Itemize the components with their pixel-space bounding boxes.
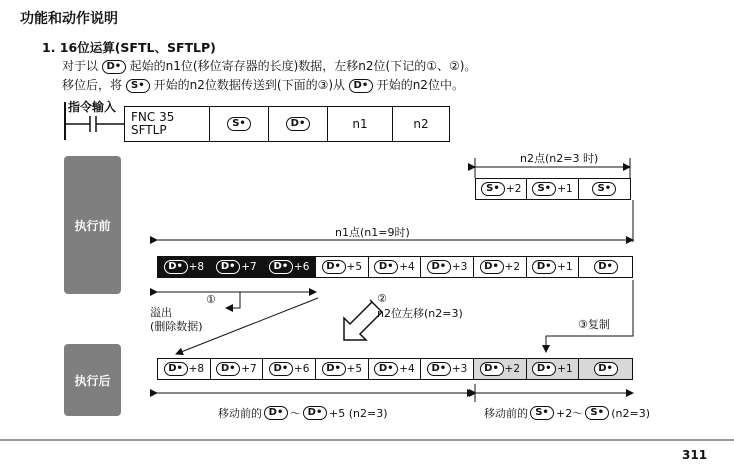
before_row-cell [316, 257, 369, 277]
operand-chip: D• [322, 260, 346, 274]
offset-label: +4 [399, 261, 415, 273]
before_row-cell [369, 257, 422, 277]
after_row-cell [527, 359, 580, 379]
after_row-cell [474, 359, 527, 379]
after_row-cell [316, 359, 369, 379]
n2-span-label: n2点(n2=3 时) [520, 152, 599, 165]
after_row-cell [263, 359, 316, 379]
operand-chip: S• [532, 182, 556, 196]
operand-chip: S• [592, 182, 616, 196]
offset-label: +1 [557, 183, 573, 195]
after_row-cell [421, 359, 474, 379]
after-label: 执行后 [64, 344, 121, 416]
offset-label: +4 [399, 363, 415, 375]
desc2-text-b: 开始的n2位数据传送到(下面的③)从 [153, 78, 346, 92]
before_row-cell [474, 257, 527, 277]
after-row [157, 358, 633, 380]
footer-left-text-a: 移动前的 [218, 407, 262, 420]
operand-chip: D• [532, 362, 556, 376]
operand-chip: D• [322, 362, 346, 376]
operand-chip: D• [216, 260, 240, 274]
offset-label: +6 [293, 363, 310, 375]
s-operand-chip: S• [227, 117, 251, 131]
d-operand-chip: D• [264, 406, 288, 420]
fnc-number: FNC 35 [131, 110, 175, 124]
src_row-cell [476, 179, 527, 199]
overflow-label: 溢出 [150, 306, 172, 319]
operand-chip: S• [481, 182, 505, 196]
d-operand-chip: D• [286, 117, 310, 131]
d-operand-chip: D• [102, 60, 126, 74]
desc1-text-a: 对于以 [62, 59, 99, 73]
operand-chip: D• [594, 362, 618, 376]
before_row-cell [579, 257, 632, 277]
operand-chip: D• [480, 362, 504, 376]
offset-label: +6 [293, 261, 310, 273]
footer-left-label [218, 405, 387, 421]
offset-label: +5 [346, 261, 363, 273]
before_row-cell [211, 257, 264, 277]
s-operand-chip: S• [126, 79, 150, 93]
offset-label: +2 [504, 261, 520, 273]
subsection-title: 1. 16位运算(SFTL、SFTLP) [42, 40, 216, 55]
operand-chip: D• [269, 260, 293, 274]
before_row-cell [158, 257, 211, 277]
desc1-text-b: 起始的n1位(移位寄存器的长度)数据，左移n2位(下记的①、②)。 [129, 59, 477, 73]
operand-chip: D• [532, 260, 556, 274]
src_row-cell [527, 179, 578, 199]
footer-left-text-c: +5 (n2=3) [329, 406, 388, 420]
operand-chip: D• [269, 362, 293, 376]
operand-chip: D• [374, 362, 398, 376]
overflow-sublabel: (删除数据) [150, 320, 203, 333]
offset-label: +1 [557, 261, 573, 273]
footer-right-label [484, 405, 650, 421]
page-number: 311 [682, 448, 708, 462]
shift-label: n2位左移(n2=3) [377, 307, 463, 320]
offset-label: +2 [504, 363, 520, 375]
before-label: 执行前 [64, 156, 121, 294]
offset-label: +8 [188, 261, 205, 273]
offset-label: +3 [451, 261, 468, 273]
fnc-name: SFTLP [131, 123, 167, 137]
op-n1-cell: n1 [328, 107, 393, 141]
op-n2-cell: n2 [413, 117, 429, 131]
offset-label: +8 [188, 363, 205, 375]
after_row-cell [158, 359, 211, 379]
operand-chip: D• [164, 362, 188, 376]
before-row [157, 256, 633, 278]
offset-label: +3 [451, 363, 468, 375]
operand-chip: D• [427, 260, 451, 274]
n1-span-label: n1点(n1=9时) [335, 226, 410, 239]
overflow-number: ① [206, 293, 216, 306]
offset-label: +7 [241, 363, 257, 375]
after_row-cell [579, 359, 632, 379]
s-operand-chip: S• [530, 406, 554, 420]
operand-chip: D• [594, 260, 618, 274]
operand-chip: D• [374, 260, 398, 274]
copy-label: ③复制 [578, 318, 610, 331]
section-title: 功能和动作说明 [20, 11, 118, 27]
s-operand-chip: S• [585, 406, 609, 420]
offset-label: +2 [505, 183, 522, 195]
instruction-input-label: 指令输入 [68, 100, 117, 114]
offset-label: +7 [241, 261, 257, 273]
before_row-cell [527, 257, 580, 277]
after_row-cell [211, 359, 264, 379]
desc2-text-a: 移位后，将 [62, 78, 123, 92]
offset-label: +5 [346, 363, 363, 375]
after_row-cell [369, 359, 422, 379]
before_row-cell [263, 257, 316, 277]
source-row [475, 178, 631, 200]
operand-chip: D• [427, 362, 451, 376]
operand-chip: D• [480, 260, 504, 274]
offset-label: +1 [557, 363, 573, 375]
d-operand-chip: D• [349, 79, 373, 93]
d-operand-chip: D• [303, 406, 327, 420]
footer-right-text-c: (n2=3) [611, 406, 650, 420]
footer-right-text-a: 移动前的 [484, 407, 528, 420]
operand-chip: D• [216, 362, 240, 376]
desc2-text-c: 开始的n2位中。 [376, 78, 464, 92]
footer-left-text-b: ～ [290, 407, 301, 420]
shift-number: ② [377, 292, 387, 305]
footer-right-text-b: +2～ [556, 407, 584, 420]
src_row-cell [579, 179, 630, 199]
before_row-cell [421, 257, 474, 277]
operand-chip: D• [164, 260, 188, 274]
